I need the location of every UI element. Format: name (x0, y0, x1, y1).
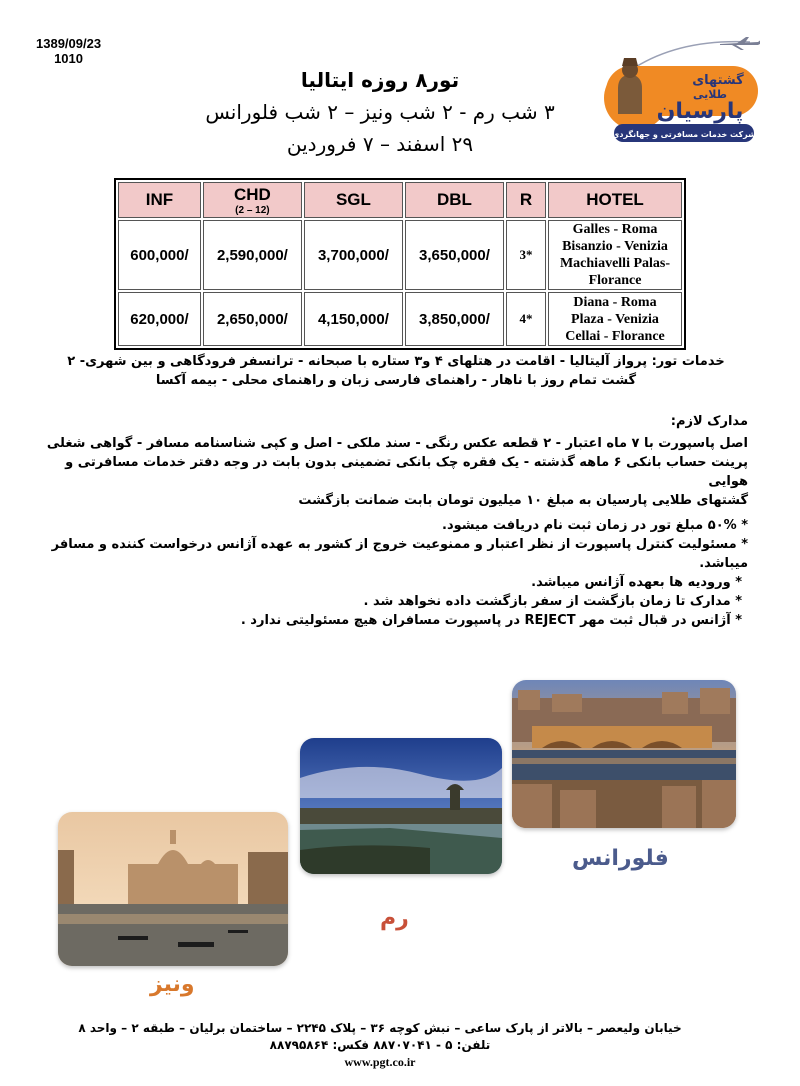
header-r: R (506, 182, 546, 218)
document-number-block (36, 36, 101, 66)
header-inf: INF (118, 182, 201, 218)
logo-tagline-text: شرکت خدمات مسافرتی و جهانگردی (612, 130, 756, 139)
note-item: * مسئولیت کنترل پاسپورت از نظر اعتبار و ممنوعیت خروج از کشور به عهده آژانس درخواست کننده و مسافر میباشد. (51, 537, 748, 571)
document-number: 1010 (54, 51, 83, 66)
header-chd-label: CHD (233, 184, 271, 204)
airplane-icon (720, 37, 760, 50)
note-item: * ورودیه ها بعهده آژانس میباشد. (531, 575, 742, 590)
header-dbl: DBL (405, 182, 504, 218)
hotel-line: Florance (588, 273, 642, 288)
documents-title: مدارک لازم: (670, 414, 748, 429)
document-date: 1389/09/23 (36, 36, 102, 51)
company-logo (600, 36, 760, 146)
tour-nights: ۳ شب رم - ۲ شب ونیز – ۲ شب فلورانس (205, 100, 555, 124)
city-label-rome: رم (380, 906, 409, 931)
table-header-row (118, 182, 682, 218)
hotel-line: Plaza - Venizia (571, 311, 659, 327)
documents-line: گشتهای طلایی پارسیان به مبلغ ۱۰ میلیون تومان بابت ضمانت بازگشت (298, 493, 748, 508)
header-hotel: HOTEL (548, 182, 682, 218)
terms-notes (40, 516, 748, 630)
cell-chd: 2,590,000/ (203, 220, 302, 290)
venice-photo (58, 812, 288, 966)
footer-phone: تلفن: ۵ - ۸۸۷۰۷۰۴۱ فکس: ۸۸۷۹۵۸۶۴ (269, 1038, 491, 1052)
logo-brand-text: پارسیان (656, 99, 744, 124)
cell-inf: 620,000/ (118, 292, 201, 346)
tour-title: تور۸ روزه ایتالیا (300, 68, 460, 92)
price-table (114, 178, 686, 350)
note-item: * ۵۰% مبلغ تور در زمان ثبت نام دریافت میشود. (442, 518, 748, 533)
cell-hotel (548, 220, 682, 290)
header-sgl: SGL (304, 182, 403, 218)
header-chd-age: (2 – 12) (235, 204, 270, 216)
documents-line: اصل پاسپورت با ۷ ماه اعتبار - ۲ قطعه عکس رنگی - سند ملکی - اصل و کپی شناسنامه مسافر - گواهی شغلی (46, 436, 748, 451)
cell-dbl: 3,850,000/ (405, 292, 504, 346)
tour-services (60, 352, 732, 390)
required-documents (40, 434, 748, 510)
logo-line2-text: طلایی (693, 88, 727, 101)
rome-photo (300, 738, 502, 874)
city-label-florence: فلورانس (572, 846, 669, 871)
footer-website[interactable]: www.pgt.co.ir (344, 1055, 416, 1069)
cell-chd: 2,650,000/ (203, 292, 302, 346)
documents-line: پرینت حساب بانکی ۶ ماهه گذشته - یک فقره چک بانکی تضمینی بدون بابت در وجه دفتر خدمات مسافرتی و هوایی (65, 455, 748, 489)
cell-dbl: 3,650,000/ (405, 220, 504, 290)
hotel-line: Diana - Roma (573, 294, 657, 310)
cell-hotel (548, 292, 682, 346)
cell-inf: 600,000/ (118, 220, 201, 290)
cell-rating: 3* (506, 220, 546, 290)
florence-photo (512, 680, 736, 828)
footer-address: خیابان ولیعصر – بالاتر از پارک ساعی – نبش کوچه ۳۶ – پلاک ۲۲۴۵ – ساختمان برلیان – طبقه ۲ – واحد ۸ (78, 1021, 682, 1035)
table-row (118, 292, 682, 346)
header-chd (203, 182, 302, 218)
cell-sgl: 3,700,000/ (304, 220, 403, 290)
cell-sgl: 4,150,000/ (304, 292, 403, 346)
logo-graphic (600, 36, 760, 146)
hotel-line: Bisanzio - Venizia (562, 239, 668, 254)
footer-contact (40, 1020, 720, 1071)
services-line: گشت تمام روز با ناهار - راهنمای فارسی زبان و راهنمای محلی - بیمه آکسا (155, 373, 637, 388)
tour-dates: ۲۹ اسفند – ۷ فروردین (286, 132, 474, 156)
services-line: خدمات تور: پرواز آلیتالیا - اقامت در هتلهای ۴ و۳ ستاره با صبحانه - ترانسفر فرودگاهی و بین شهری- ۲ (67, 354, 725, 369)
cell-rating: 4* (506, 292, 546, 346)
logo-line1-text: گشتهای (692, 73, 744, 88)
hotel-line: Machiavelli Palas- (559, 256, 671, 271)
hotel-line: Cellai - Florance (565, 328, 665, 344)
note-item: * مدارک تا زمان بازگشت از سفر بازگشت داده نخواهد شد . (363, 594, 742, 609)
city-label-venice: ونیز (150, 972, 195, 997)
note-item: * آژانس در قبال ثبت مهر REJECT در پاسپورت مسافران هیچ مسئولیتی ندارد . (240, 613, 742, 628)
table-row (118, 220, 682, 290)
hotel-line: Galles - Roma (572, 222, 658, 237)
